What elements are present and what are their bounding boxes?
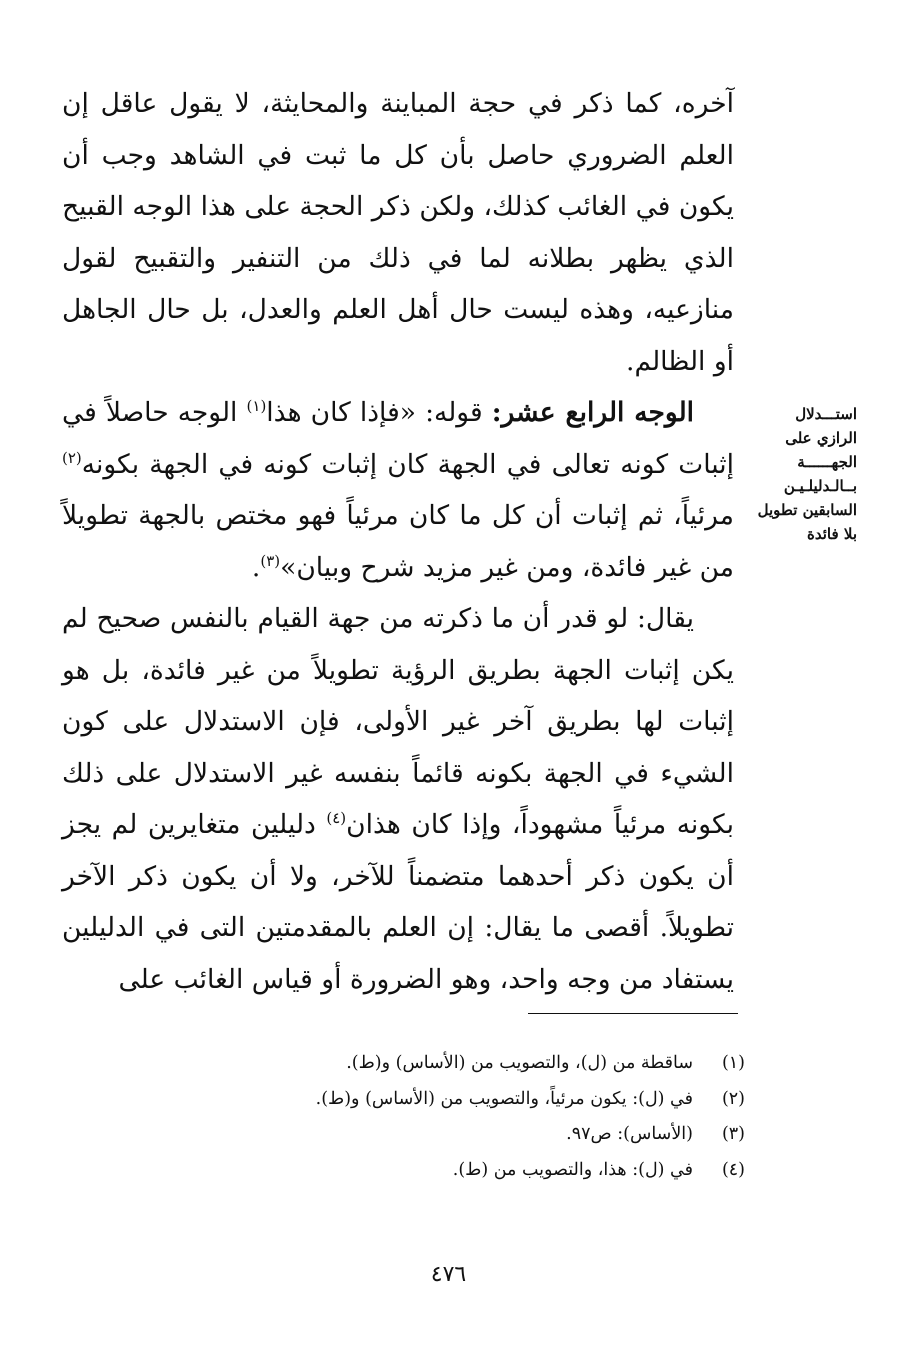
footnote-3 xyxy=(145,1117,745,1153)
page-number: ٤٧٦ xyxy=(430,1262,467,1287)
footnote-text: (الأساس): ص٩٧. xyxy=(566,1124,693,1144)
margin-note-line: استـــدلال xyxy=(795,405,857,423)
footnotes xyxy=(145,1046,745,1188)
footnote-ref-1[interactable]: (١) xyxy=(246,397,267,416)
margin-note-line: السابقين تطويل xyxy=(757,501,857,519)
footnote-number: (٤) xyxy=(721,1159,745,1180)
paragraph-2-text-c: مرئياً، ثم إثبات أن كل ما كان مرئياً فهو مختص بالجهة تطويلاً من غير فائدة، ومن غير مزيد شرح وبيان» xyxy=(62,500,734,583)
footnote-text: في (ل): يكون مرئياً، والتصويب من (الأساس) و(ط). xyxy=(315,1088,693,1109)
footnote-number: (٢) xyxy=(721,1088,745,1109)
margin-note-line: الرازي على xyxy=(785,429,857,447)
paragraph-2-text-a: قوله: «فإذا كان هذا xyxy=(266,397,492,428)
paragraph-2-text-b: الوجه حاصلاً في إثبات كونه تعالى في الجهة كان إثبات كونه في الجهة بكونه xyxy=(62,397,734,480)
footnote-ref-3[interactable]: (٣) xyxy=(260,551,281,570)
footnote-text: في (ل): هذا، والتصويب من (ط). xyxy=(452,1159,693,1180)
margin-note-line: الجهــــــة xyxy=(797,453,857,471)
footnote-number: (١) xyxy=(721,1053,745,1073)
footnote-divider xyxy=(528,1013,738,1014)
section-lead: الوجه الرابع عشر: xyxy=(491,397,695,428)
footnote-4 xyxy=(145,1153,745,1189)
main-text xyxy=(62,78,734,1005)
margin-note-line: بــالـدليلـيـن xyxy=(783,477,857,495)
paragraph-3-text-a: يقال: لو قدر أن ما ذكرته من جهة القيام بالنفس صحيح لم يكن إثبات الجهة بطريق الرؤية تطويلاً من غير فائدة، بل هو إثبات لها بطريق آخر غير الأولى، فإن الاستدلال على كون الشيء في الجهة بكونه قائماً بنفسه غير الاستدلال على ذلك بكونه مرئياً مشهوداً، وإذا كان هذان xyxy=(62,603,734,840)
footnote-number: (٣) xyxy=(721,1124,745,1144)
margin-note xyxy=(747,402,857,546)
paragraph-2 xyxy=(62,387,734,593)
footnote-ref-2[interactable]: (٢) xyxy=(62,448,82,467)
paragraph-1: آخره، كما ذكر في حجة المباينة والمحايثة، لا يقول عاقل إن العلم الضروري حاصل بأن كل ما ثبت في الشاهد وجب أن يكون في الغائب كذلك، ولكن ذكر الحجة على هذا الوجه القبيح الذي يظهر بطلانه لما في ذلك من التنفير والتقبيح لقول منازعيه، وهذه ليست حال أهل العلم والعدل، بل حال الجاهل أو الظالم. xyxy=(62,88,734,377)
footnote-ref-4[interactable]: (٤) xyxy=(326,809,347,828)
footnote-2 xyxy=(145,1082,745,1118)
margin-note-line: بلا فائدة xyxy=(807,525,857,543)
paragraph-3-text-b: دليلين متغايرين لم يجز أن يكون ذكر أحدهما متضمناً للآخر، ولا أن يكون ذكر الآخر تطويلاً. أقصى ما يقال: إن العلم بالمقدمتين التى في الدليلين يستفاد من وجه واحد، وهو الضرورة أو قياس الغائب على xyxy=(62,809,734,995)
footnote-1 xyxy=(145,1046,745,1082)
footnote-text: ساقطة من (ل)، والتصويب من (الأساس) و(ط). xyxy=(346,1053,693,1073)
paragraph-2-text-d: . xyxy=(251,551,261,583)
paragraph-3 xyxy=(62,593,734,1005)
